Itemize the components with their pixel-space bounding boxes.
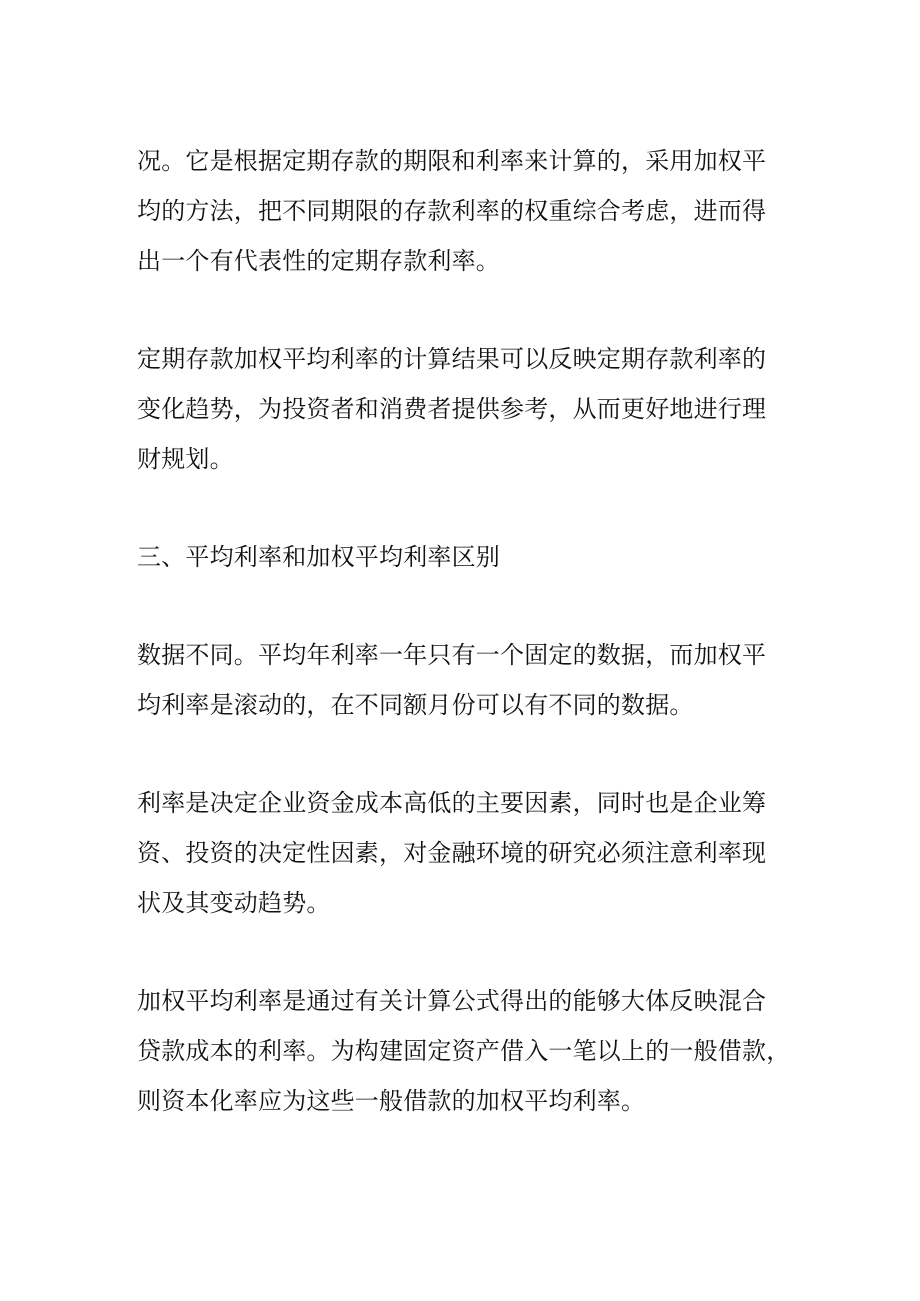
section-heading-text: 三、平均利率和加权平均利率区别	[137, 543, 500, 571]
text-line: 状及其变动趋势。	[137, 889, 331, 917]
paragraph-weighted-rate-result	[137, 334, 793, 484]
text-line: 均的方法，把不同期限的存款利率的权重综合考虑，进而得	[137, 197, 767, 225]
text-line: 加权平均利率是通过有关计算公式得出的能够大体反映混合	[137, 987, 767, 1015]
text-line: 资、投资的决定性因素，对金融环境的研究必须注意利率现	[137, 839, 767, 867]
paragraph-data-difference	[137, 630, 793, 730]
paragraph-weighted-rate-intro	[137, 136, 793, 286]
document-body	[137, 136, 793, 1174]
text-line: 利率是决定企业资金成本高低的主要因素，同时也是企业筹	[137, 789, 767, 817]
text-line: 况。它是根据定期存款的期限和利率来计算的，采用加权平	[137, 147, 767, 175]
text-line: 贷款成本的利率。为构建固定资产借入一笔以上的一般借款，	[137, 1037, 791, 1065]
text-line: 变化趋势，为投资者和消费者提供参考，从而更好地进行理	[137, 395, 767, 423]
paragraph-interest-rate-factor	[137, 778, 793, 928]
section-heading	[137, 532, 793, 582]
text-line: 财规划。	[137, 445, 234, 473]
text-line: 数据不同。平均年利率一年只有一个固定的数据，而加权平	[137, 641, 767, 669]
text-line: 均利率是滚动的，在不同额月份可以有不同的数据。	[137, 691, 694, 719]
text-line: 则资本化率应为这些一般借款的加权平均利率。	[137, 1087, 646, 1115]
paragraph-capitalization-rate	[137, 976, 793, 1126]
text-line: 定期存款加权平均利率的计算结果可以反映定期存款利率的	[137, 345, 767, 373]
text-line: 出一个有代表性的定期存款利率。	[137, 247, 500, 275]
